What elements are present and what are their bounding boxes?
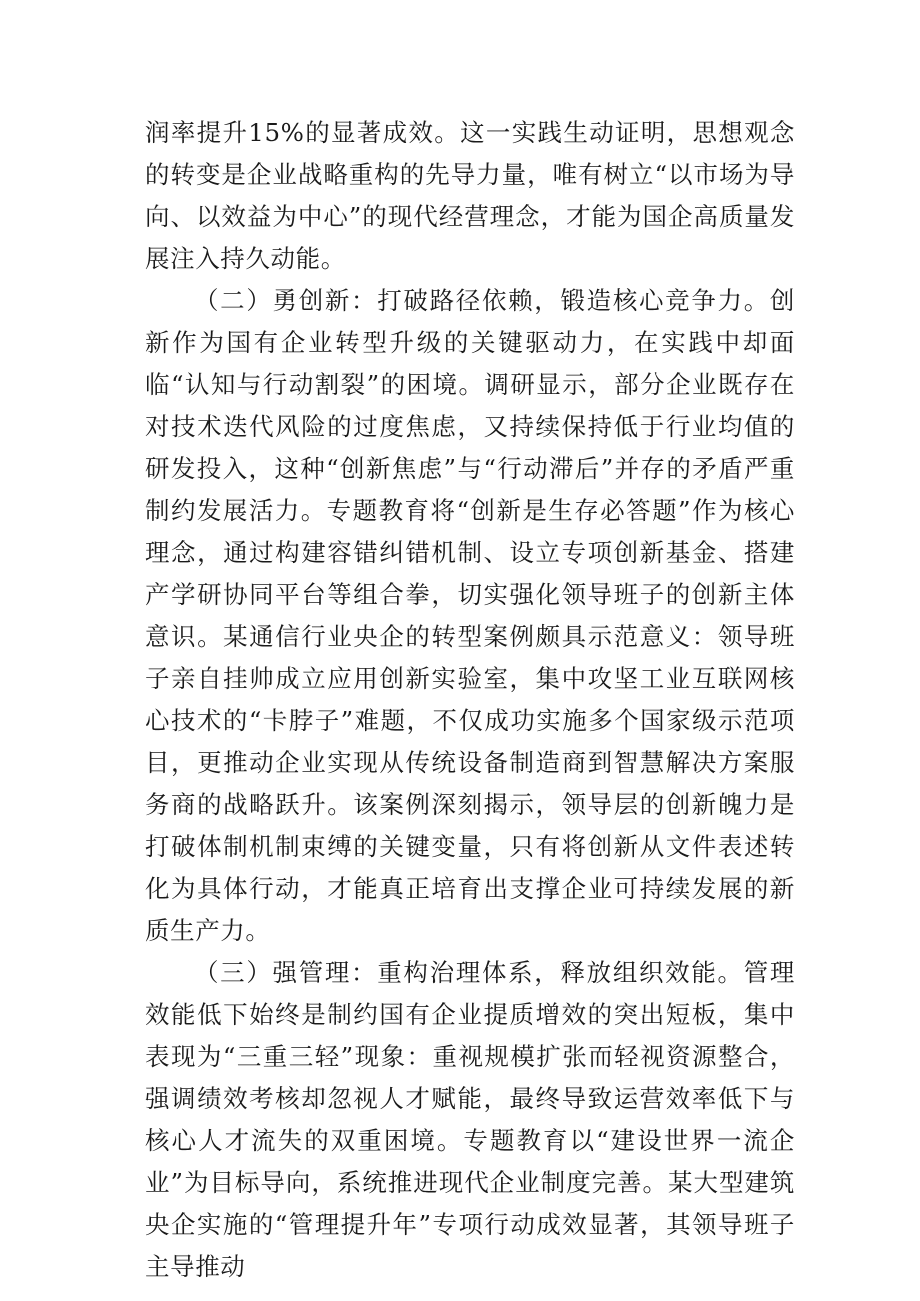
paragraph-innovation: （二）勇创新：打破路径依赖，锻造核心竞争力。创新作为国有企业转型升级的关键驱动力，在实践中却面临“认知与行动割裂”的困境。调研显示，部分企业既存在对技术迭代风险的过度焦虑，又持续保持低于行业均值的研发投入，这种“创新焦虑”与“行动滞后”并存的矛盾严重制约发展活力。专题教育将“创新是生存必答题”作为核心理念，通过构建容错纠错机制、设立专项创新基金、搭建产学研协同平台等组合拳，切实强化领导班子的创新主体意识。某通信行业央企的转型案例颇具示范意义：领导班子亲自挂帅成立应用创新实验室，集中攻坚工业互联网核心技术的“卡脖子”难题，不仅成功实施多个国家级示范项目，更推动企业实现从传统设备制造商到智慧解决方案服务商的战略跃升。该案例深刻揭示，领导层的创新魄力是打破体制机制束缚的关键变量，只有将创新从文件表述转化为具体行动，才能真正培育出支撑企业可持续发展的新质生产力。	[145, 286, 795, 945]
paragraph-continuation: 润率提升15%的显著成效。这一实践生动证明，思想观念的转变是企业战略重构的先导力量，唯有树立“以市场为导向、以效益为中心”的现代经营理念，才能为国企高质量发展注入持久动能。	[145, 118, 795, 273]
document-body	[145, 112, 795, 1288]
paragraph-management: （三）强管理：重构治理体系，释放组织效能。管理效能低下始终是制约国有企业提质增效的突出短板，集中表现为“三重三轻”现象：重视规模扩张而轻视资源整合，强调绩效考核却忽视人才赋能，最终导致运营效率低下与核心人才流失的双重困境。专题教育以“建设世界一流企业”为目标导向，系统推进现代企业制度完善。某大型建筑央企实施的“管理提升年”专项行动成效显著，其领导班子主导推动	[145, 958, 795, 1281]
